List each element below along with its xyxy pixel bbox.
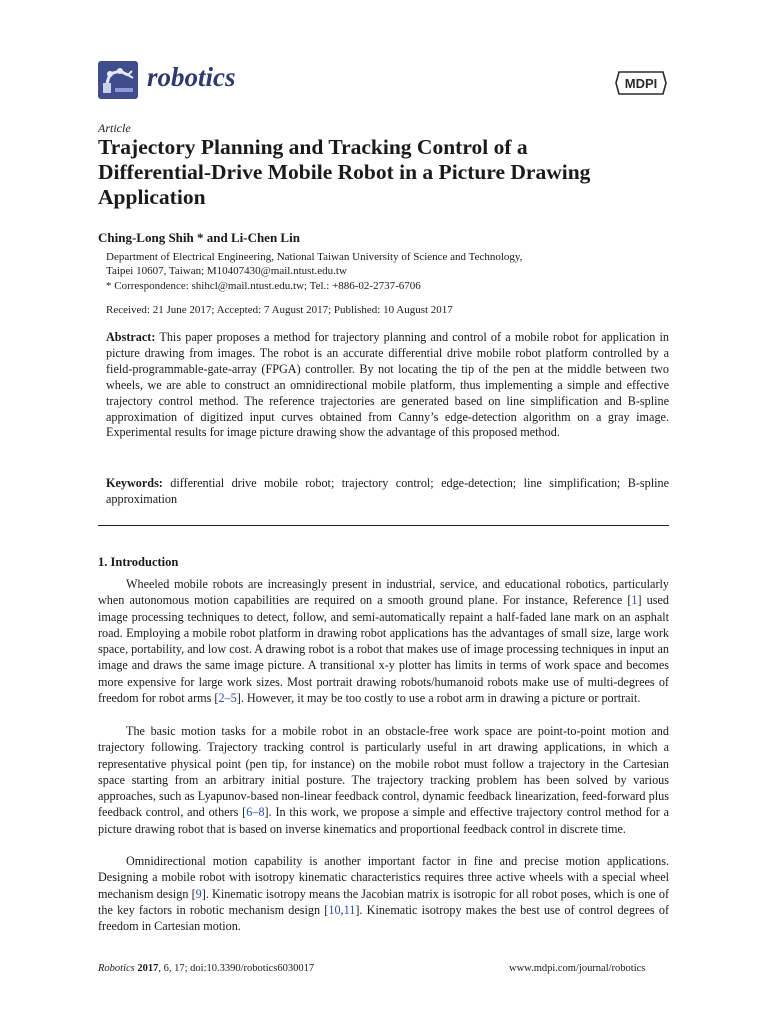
affiliation-line-2: Taipei 10607, Taiwan; M10407430@mail.ntust.edu.tw (106, 265, 347, 277)
paragraph-text: ]. Kinematic isotropy makes the best use of control degrees of freedom in Cartesian motion. (98, 902, 669, 933)
keywords (106, 476, 669, 508)
citation-link[interactable]: 11 (343, 902, 356, 917)
footer-citation (98, 963, 314, 974)
mdpi-logo (613, 69, 669, 102)
paragraph-text: ]. In this work, we propose a simple and effective trajectory control method for a picture drawing robot that is based on inverse kinematics and proportional feedback control in discrete time. (98, 805, 669, 836)
paragraph-text: , (340, 902, 344, 917)
paragraph-text: ]. Kinematic isotropy means the Jacobian matrix is isotropic for all robot poses, which is one of the key factors in robotic mechanism design [ (98, 886, 669, 917)
paragraph-2 (98, 723, 669, 837)
paragraph-1 (98, 576, 669, 706)
authors: Ching-Long Shih * and Li-Chen Lin (98, 230, 300, 245)
paragraph-text: Wheeled mobile robots are increasingly present in industrial, service, and educational robotics, particularly when autonomous motion capabilities are required on a smooth ground plane. For instance, Reference [ (98, 577, 669, 608)
footer-year: 2017 (137, 963, 159, 974)
keywords-text: differential drive mobile robot; trajectory control; edge-detection; line simplification; B-spline approximation (106, 476, 670, 506)
divider (98, 525, 669, 526)
footer-url[interactable]: www.mdpi.com/journal/robotics (509, 963, 646, 974)
paragraph-text: ] used image processing techniques to detect, follow, and semi-automatically repaint a half-faded lane mark on an asphalt road. Employing a mobile robot platform in drawing robot applications has the advantages of small size, large work space, portability, and low cost. A drawing robot is a robot that makes use of image processing techniques in input an image and draws the same image picture. A transitional x-y plotter has limits in terms of work space and becomes more expensive for large work sizes. Most portrait drawing robots/humanoid robots make use of multi-degrees of freedom for robot arms [ (98, 593, 669, 705)
mdpi-logo-text: MDPI (624, 76, 658, 91)
correspondence: * Correspondence: shihcl@mail.ntust.edu.tw; Tel.: +886-02-2737-6706 (106, 280, 421, 292)
journal-logo-icon (98, 61, 138, 99)
paragraph-text: Omnidirectional motion capability is another important factor in fine and precise motion applications. Designing a mobile robot with isotropy kinematic characteristics requires three active wheels with a special wheel mechanism design [ (98, 854, 669, 901)
journal-name: robotics (147, 62, 236, 92)
paragraph-text: The basic motion tasks for a mobile robot in an obstacle-free work space are point-to-point motion and trajectory following. Trajectory tracking control is particularly useful in art drawing applications, in which a representative physical point (pen tip, for instance) on the mobile robot must follow a trajectory in the Cartesian space starting from an arbitrary initial posture. The trajectory tracking problem has been solved by various approaches, such as Lyapunov-based non-linear feedback control, dynamic feedback linearization, feed-forward plus feedback control, and others [ (98, 724, 669, 820)
citation-link[interactable]: 6–8 (246, 805, 265, 820)
abstract (106, 330, 669, 441)
abstract-text: This paper proposes a method for trajectory planning and control of a mobile robot for application in picture drawing from images. The robot is an accurate differential drive mobile robot platform controlled by a field-programmable-gate-array (FPGA) controller. By not locating the tip of the pen at the middle between two wheels, we are able to construct an omnidirectional mobile platform, thus implementing a simple and effective trajectory control method. The reference trajectories are generated based on line simplification and B-spline approximation of digitized input curves obtained from Canny’s edge-detection algorithm on a gray image. Experimental results for image picture drawing show the advantage of this proposed method. (106, 330, 670, 440)
section-heading: 1. Introduction (98, 555, 179, 569)
footer-volume-doi: , 6, 17; doi:10.3390/robotics6030017 (158, 963, 315, 974)
keywords-label: Keywords: (106, 476, 163, 490)
citation-link[interactable]: 1 (631, 593, 638, 608)
citation-link[interactable]: 10 (328, 902, 341, 917)
paragraph-text: ]. However, it may be too costly to use a robot arm in drawing a picture or portrait. (236, 690, 641, 705)
paper-title: Trajectory Planning and Tracking Control of a Differential-Drive Mobile Robot in a Picture Drawing Application (98, 135, 591, 209)
citation-link[interactable]: 9 (195, 886, 202, 901)
affiliation-line-1: Department of Electrical Engineering, National Taiwan University of Science and Technology, (106, 251, 523, 263)
paragraph-3 (98, 853, 669, 934)
abstract-label: Abstract: (106, 330, 156, 344)
footer-journal: Robotics (98, 963, 135, 974)
article-type: Article (98, 121, 131, 135)
publication-dates: Received: 21 June 2017; Accepted: 7 August 2017; Published: 10 August 2017 (106, 304, 453, 316)
citation-link[interactable]: 2–5 (218, 690, 237, 705)
